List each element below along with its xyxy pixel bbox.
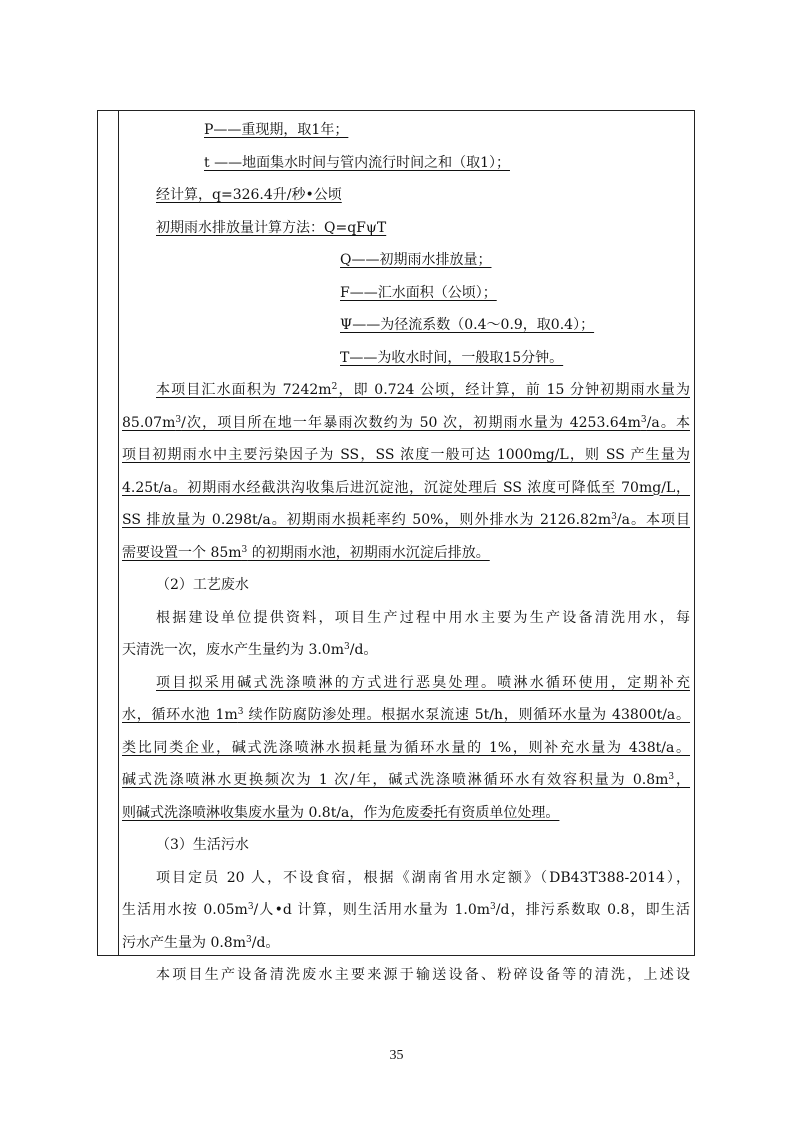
paragraph-process-wastewater: 根据建设单位提供资料，项目生产过程中用水主要为生产设备清洗用水，每 天清洗一次，废水产生量约为 $3.0m^3/d$。 <box>122 609 690 658</box>
formula-variable-psi: Ψ——为径流系数（0.4～0.9，取0.4）； <box>340 317 595 333</box>
paragraph-rainwater: 本项目汇水面积为 $7242m^2$，即 0.724 公顷，经计算，前 15 分钟初期雨水量为 $85.07m^3/$次，项目所在地一年暴雨次数约为 50 次，初期雨水量为 $4253.64m^3/a$。本 项目初期雨水中主要污染因子为 SS，SS 浓度一般可达 1000mg/L，则 SS 产生量为 4.25t/a。初期雨水经截洪沟收集后进沉淀池，沉淀处理后 SS 浓度可降低至 70mg/L， SS 排放量为 0.298t/a。初期雨水损耗率约 50%，则外排水为 $2126.82m^3/a$。本项目 需要设置一个 $85m^3$ 的初期雨水池，初期雨水沉淀后排放。 <box>122 382 690 561</box>
paragraph-spray-water: 项目拟采用碱式洗涤喷淋的方式进行恶臭处理。喷淋水循环使用，定期补充 水，循环水池 $1m^3$ 续作防腐防渗处理。根据水泵流速 5t/h，则循环水量为 43800t/a。 类比同类企业，碱式洗涤喷淋水损耗量为循环水量的 1%，则补充水量为 438t/a。 碱式洗涤喷淋水更换频次为 1 次/年，碱式洗涤喷淋循环水有效容积量为 $0.8m^3$， 则碱式洗涤喷淋收集废水量为 0.8t/a，作为危废委托有资质单位处理。 <box>122 674 691 821</box>
left-column-divider <box>118 110 119 956</box>
page-number: 35 <box>389 1048 404 1063</box>
section-heading-process-wastewater: （2）工艺废水 <box>156 577 249 593</box>
paragraph-domestic-sewage: 项目定员 20 人，不设食宿，根据《湖南省用水定额》（DB43T388-2014）， 生活用水按 $0.05m^3/$人•d 计算，则生活用水量为 $1.0m^3/d$，排污系数取 0.8，即生活 污水产生量为 $0.8m^3/d$。 <box>122 869 690 951</box>
calc-result-q: 经计算，q=326.4升/秒•公顷 <box>156 187 342 203</box>
formula-variable-t-collect: T——为收水时间，一般取15分钟。 <box>340 349 564 366</box>
formula-variable-t: t ——地面集水时间与管内流行时间之和（取1）； <box>204 154 510 171</box>
document-body <box>122 114 690 992</box>
paragraph-equipment-cleaning: 本项目生产设备清洗废水主要来源于输送设备、粉碎设备等的清洗，上述设 <box>156 967 690 983</box>
runoff-formula: 初期雨水排放量计算方法：Q=qFψT <box>156 219 387 236</box>
formula-variable-p: P——重现期，取1年； <box>204 122 349 138</box>
formula-variable-f: F——汇水面积（公顷）； <box>340 284 497 301</box>
section-heading-domestic-sewage: （3）生活污水 <box>156 837 249 853</box>
formula-variable-q: Q——初期雨水排放量； <box>340 252 492 268</box>
